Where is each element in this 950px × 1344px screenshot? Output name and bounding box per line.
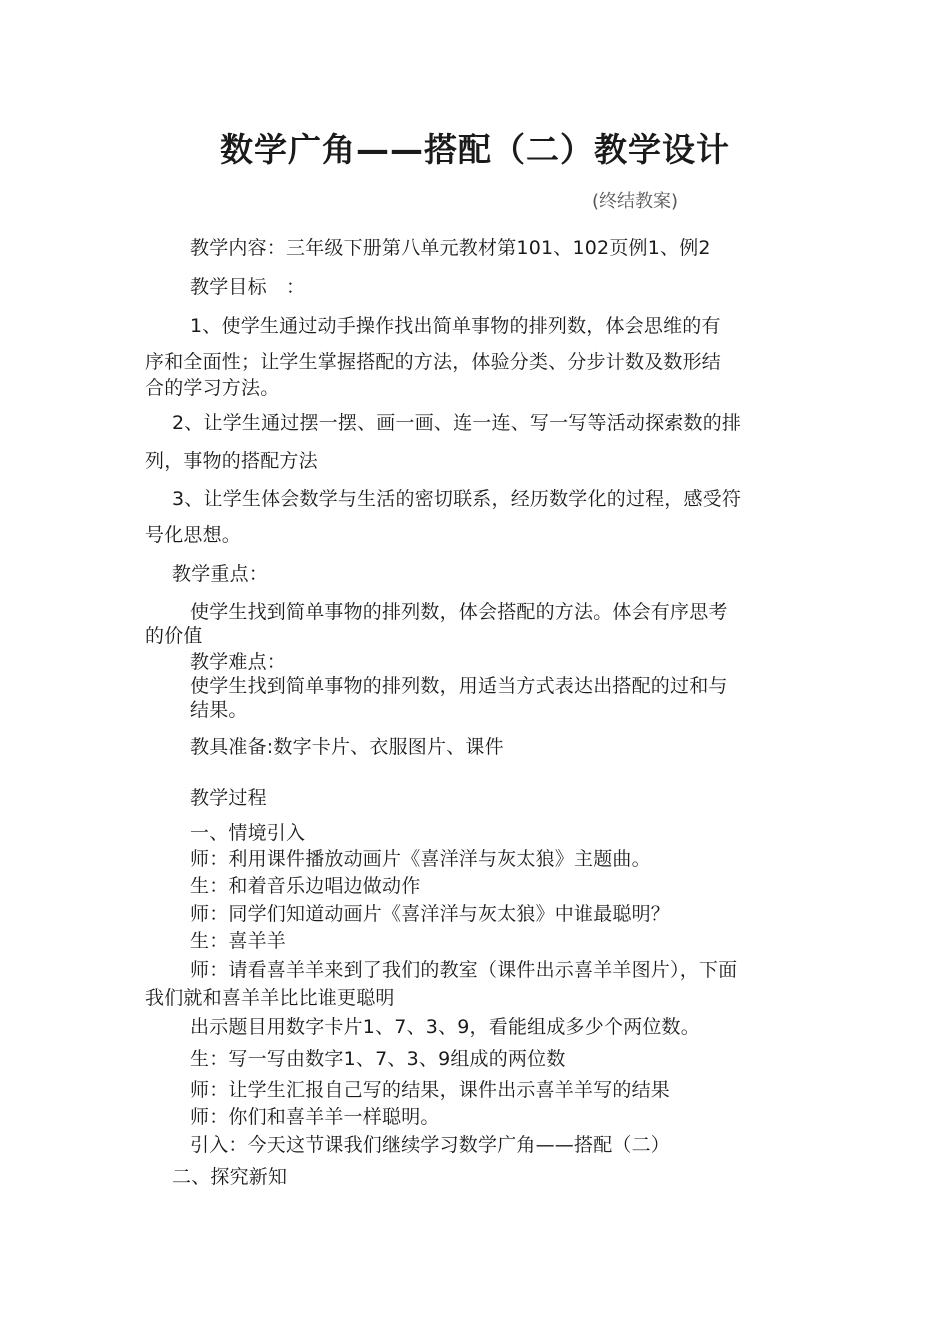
text-line: 教学过程 — [190, 787, 267, 809]
text-line: 序和全面性；让学生掌握搭配的方法，体验分类、分步计数及数形结 — [145, 351, 722, 373]
text-line: 号化思想。 — [145, 524, 242, 546]
text-line: 生：和着音乐边唱边做动作 — [190, 875, 421, 897]
text-line: 出示题目用数字卡片1、7、3、9，看能组成多少个两位数。 — [190, 1016, 700, 1038]
text-line: 生：写一写由数字1、7、3、9组成的两位数 — [190, 1048, 566, 1070]
text-line: 教学难点： — [190, 651, 287, 673]
text-line: 二、探究新知 — [172, 1166, 288, 1188]
text-line: 教学重点： — [172, 563, 269, 585]
text-line: 我们就和喜羊羊比比谁更聪明 — [145, 987, 395, 1009]
text-line: 使学生找到简单事物的排列数，体会搭配的方法。体会有序思考 — [190, 601, 728, 623]
text-line: 师：让学生汇报自己写的结果，课件出示喜羊羊写的结果 — [190, 1079, 671, 1101]
text-line: 3、让学生体会数学与生活的密切联系，经历数学化的过程，感受符 — [172, 488, 742, 510]
text-line: 的价值 — [145, 625, 203, 647]
text-line: 结果。 — [190, 699, 248, 721]
text-line: 2、让学生通过摆一摆、画一画、连一连、写一写等活动探索数的排 — [172, 412, 742, 434]
text-line: 师：请看喜羊羊来到了我们的教室（课件出示喜羊羊图片），下面 — [190, 959, 738, 981]
document-subtitle: (终结教案) — [592, 191, 679, 212]
text-line: 生：喜羊羊 — [190, 930, 287, 952]
text-line: 列，事物的搭配方法 — [145, 450, 318, 472]
text-line: 1、使学生通过动手操作找出简单事物的排列数，体会思维的有 — [190, 315, 721, 337]
text-line: 师：同学们知道动画片《喜洋洋与灰太狼》中谁最聪明？ — [190, 903, 671, 925]
text-line: 师：利用课件播放动画片《喜洋洋与灰太狼》主题曲。 — [190, 848, 651, 870]
text-line: 使学生找到简单事物的排列数，用适当方式表达出搭配的过和与 — [190, 675, 728, 697]
text-line: 教具准备:数字卡片、衣服图片、课件 — [190, 736, 504, 758]
text-line: 教学内容：三年级下册第八单元教材第101、102页例1、例2 — [190, 237, 711, 259]
text-line: 引入：今天这节课我们继续学习数学广角——搭配（二） — [190, 1134, 671, 1156]
text-line: 合的学习方法。 — [145, 377, 280, 399]
text-line: 一、情境引入 — [190, 822, 306, 844]
text-line: 师：你们和喜羊羊一样聪明。 — [190, 1106, 440, 1128]
text-line: 教学目标 ： — [190, 276, 306, 298]
document-title: 数学广角——搭配（二）教学设计 — [220, 130, 730, 169]
